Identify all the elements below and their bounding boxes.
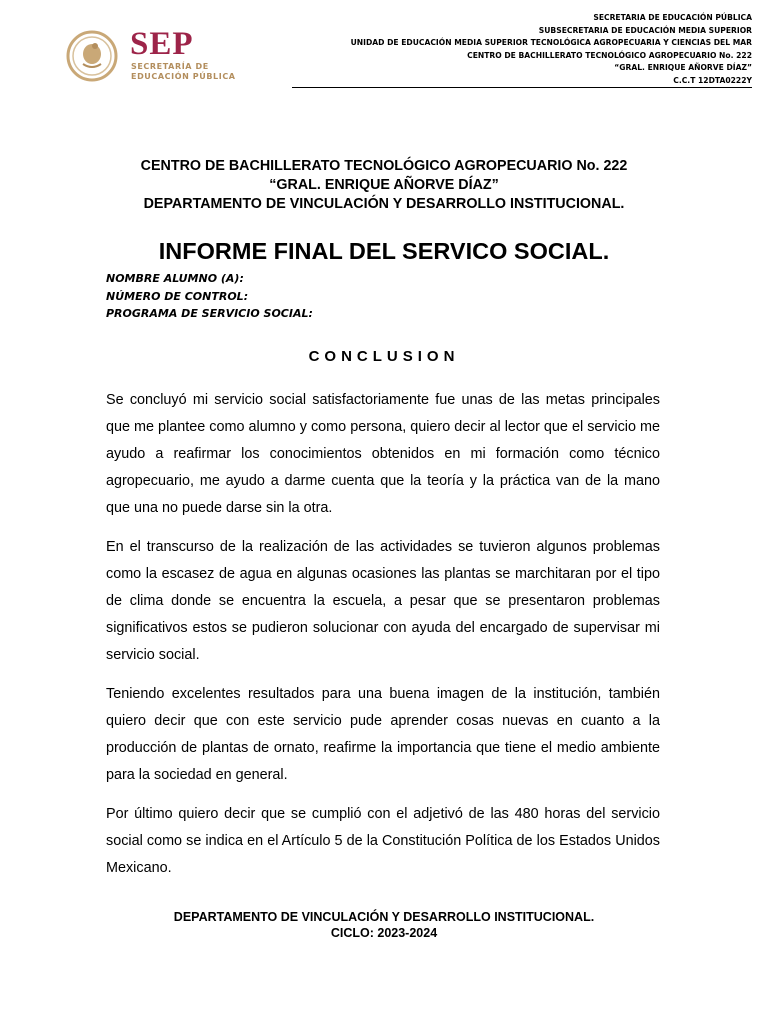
header-line: CENTRO DE BACHILLERATO TECNOLÓGICO AGROPECUARIO No. 222 — [467, 50, 752, 60]
institution-line: DEPARTAMENTO DE VINCULACIÓN Y DESARROLLO INSTITUCIONAL. — [143, 196, 625, 212]
institution-heading — [60, 157, 708, 214]
header-line: SUBSECRETARIA DE EDUCACIÓN MEDIA SUPERIOR — [538, 25, 752, 35]
paragraph: En el transcurso de la realización de las actividades se tuvieron algunos problemas como la escasez de agua en algunas ocasiones las plantas se marchitaran por el tipo de clima donde se encuentra la escuela, a pesar que se presentaron problemas significativos estos se pudieron solucionar con ayuda del encargado de supervisar mi servicio social. — [106, 539, 660, 663]
footer-department: DEPARTAMENTO DE VINCULACIÓN Y DESARROLLO INSTITUCIONAL. — [173, 910, 595, 924]
paragraph: Se concluyó mi servicio social satisfactoriamente fue unas de las metas principales que me plantee como alumno y como persona, quiero decir al lector que el servicio me ayudo a reafirmar los conocimientos obtenidos en mi formación como técnico agropecuario, me ayudo a darme cuenta que la teoría y la práctica van de la mano que una no puede darse sin la otra. — [106, 392, 660, 516]
paragraph: Por último quiero decir que se cumplió con el adjetivó de las 480 horas del servicio social como se indica en el Artículo 5 de la Constitución Política de los Estados Unidos Mexicano. — [106, 806, 660, 876]
document-title: INFORME FINAL DEL SERVICO SOCIAL. — [158, 238, 610, 264]
sep-wordmark: SEP — [130, 26, 194, 62]
footer — [60, 909, 708, 941]
mexican-coat-of-arms-icon — [66, 30, 118, 82]
paragraph: Teniendo excelentes resultados para una buena imagen de la institución, también quiero decir que con este servicio pude aprender cosas nuevas en cuanto a la producción de plantas de ornato, reafirme la importancia que tiene el medio ambiente para la sociedad en general. — [106, 686, 660, 783]
sep-logo — [66, 26, 246, 82]
sep-subtitle-line2: EDUCACIÓN PÚBLICA — [131, 72, 236, 81]
institution-line: CENTRO DE BACHILLERATO TECNOLÓGICO AGROPECUARIO No. 222 — [140, 158, 628, 174]
student-fields — [106, 270, 313, 323]
program-label: PROGRAMA DE SERVICIO SOCIAL: — [106, 307, 313, 320]
sep-subtitle — [131, 62, 236, 82]
header-line: “GRAL. ENRIQUE AÑORVE DÍAZ” — [614, 63, 752, 73]
header-lines — [282, 12, 752, 88]
institution-line: “GRAL. ENRIQUE AÑORVE DÍAZ” — [269, 177, 499, 193]
student-name-label: NOMBRE ALUMNO (A): — [106, 272, 244, 285]
header-line: UNIDAD DE EDUCACIÓN MEDIA SUPERIOR TECNOLÓGICA AGROPECUARIA Y CIENCIAS DEL MAR — [350, 38, 752, 48]
conclusion-body — [106, 387, 660, 894]
section-heading: CONCLUSION — [308, 348, 460, 365]
control-number-label: NÚMERO DE CONTROL: — [106, 289, 249, 303]
sep-subtitle-line1: SECRETARÍA DE — [131, 62, 209, 71]
header-line: C.C.T 12DTA0222Y — [673, 75, 752, 85]
header-divider — [292, 87, 752, 88]
header-line: SECRETARIA DE EDUCACIÓN PÚBLICA — [593, 13, 752, 22]
footer-cycle: CICLO: 2023-2024 — [330, 926, 438, 940]
